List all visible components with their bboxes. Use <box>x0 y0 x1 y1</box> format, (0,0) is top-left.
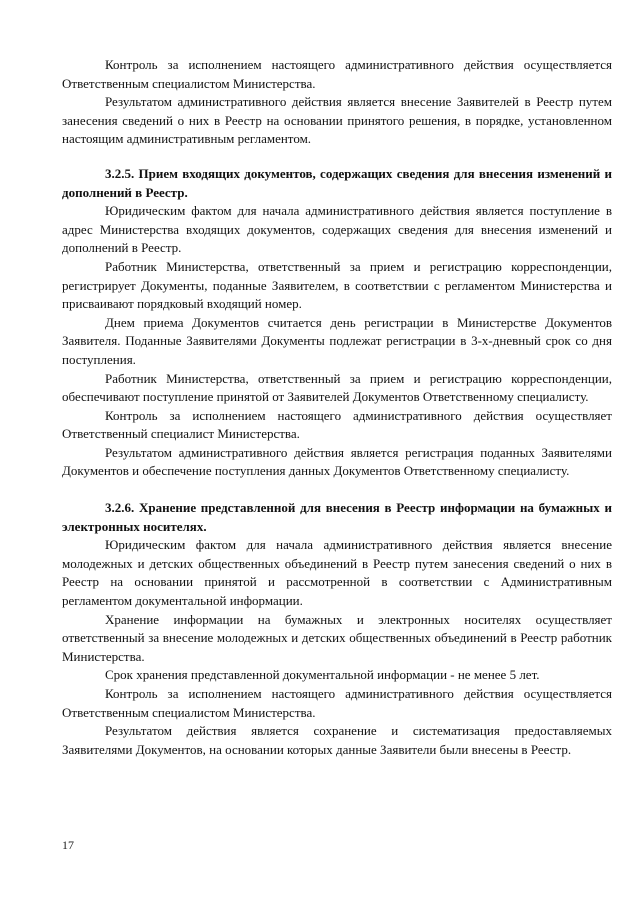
section-heading-3-2-5: 3.2.5. Прием входящих документов, содержащих сведения для внесения изменений и дополнений в Реестр. <box>62 165 612 200</box>
paragraph-reception-day: Днем приема Документов считается день регистрации в Министерстве Документов Заявителя. Поданные Заявителями Документы подлежат регистрации в 3-х-дневный срок со дня поступления. <box>62 314 612 367</box>
paragraph-control: Контроль за исполнением настоящего административного действия осуществляет Ответственный специалист Министерства. <box>62 407 612 442</box>
paragraph-control: Контроль за исполнением настоящего административного действия осуществляется Ответственным специалистом Министерства. <box>62 686 612 720</box>
section-spacer <box>62 481 612 499</box>
paragraph-result: Результатом административного действия является регистрация поданных Заявителями Документов и обеспечение поступления данных Документов Ответственному специалисту. <box>62 444 612 479</box>
paragraph-registration: Работник Министерства, ответственный за прием и регистрацию корреспонденции, регистрирует Документы, поданные Заявителем, в соответствии с регламентом Министерства и присваивают порядковый входящий номер. <box>62 258 612 312</box>
paragraph-control-intro: Контроль за исполнением настоящего административного действия осуществляется Ответственным специалистом Министерства. <box>62 57 612 91</box>
section-heading-3-2-6: 3.2.6. Хранение представленной для внесения в Реестр информации на бумажных и электронных носителях. <box>62 500 612 534</box>
page-number: 17 <box>62 838 74 852</box>
paragraph-retention-period: Срок хранения представленной документальной информации - не менее 5 лет. <box>105 667 540 683</box>
document-page <box>62 56 612 759</box>
paragraph-legal-fact: Юридическим фактом для начала административного действия является внесение молодежных и детских общественных объединений в Реестр путем занесения сведений о них в Реестр на основании принятой и рассмотренной в соответствии с Административным регламентом документальной информации. <box>62 537 612 609</box>
paragraph-forwarding: Работник Министерства, ответственный за прием и регистрацию корреспонденции, обеспечивают поступление принятой от Заявителей Документов Ответственному специалисту. <box>62 370 612 405</box>
paragraph-storage: Хранение информации на бумажных и электронных носителях осуществляет ответственный за внесение молодежных и детских общественных объединений в Реестр работник Министерства. <box>62 611 612 664</box>
paragraph-result-intro: Результатом административного действия является внесение Заявителей в Реестр путем занесения сведений о них в Реестр на основании принятого решения, в порядке, установленном настоящим административным регламентом. <box>62 94 612 147</box>
paragraph-result: Результатом действия является сохранение и систематизация предоставляемых Заявителями Документов, на основании которых данные Заявители были внесены в Реестр. <box>62 723 612 757</box>
section-spacer <box>62 149 612 165</box>
paragraph-legal-fact: Юридическим фактом для начала административного действия является поступление в адрес Министерства входящих документов, содержащих сведения для внесения изменений и дополнений в Реестр. <box>62 203 612 256</box>
